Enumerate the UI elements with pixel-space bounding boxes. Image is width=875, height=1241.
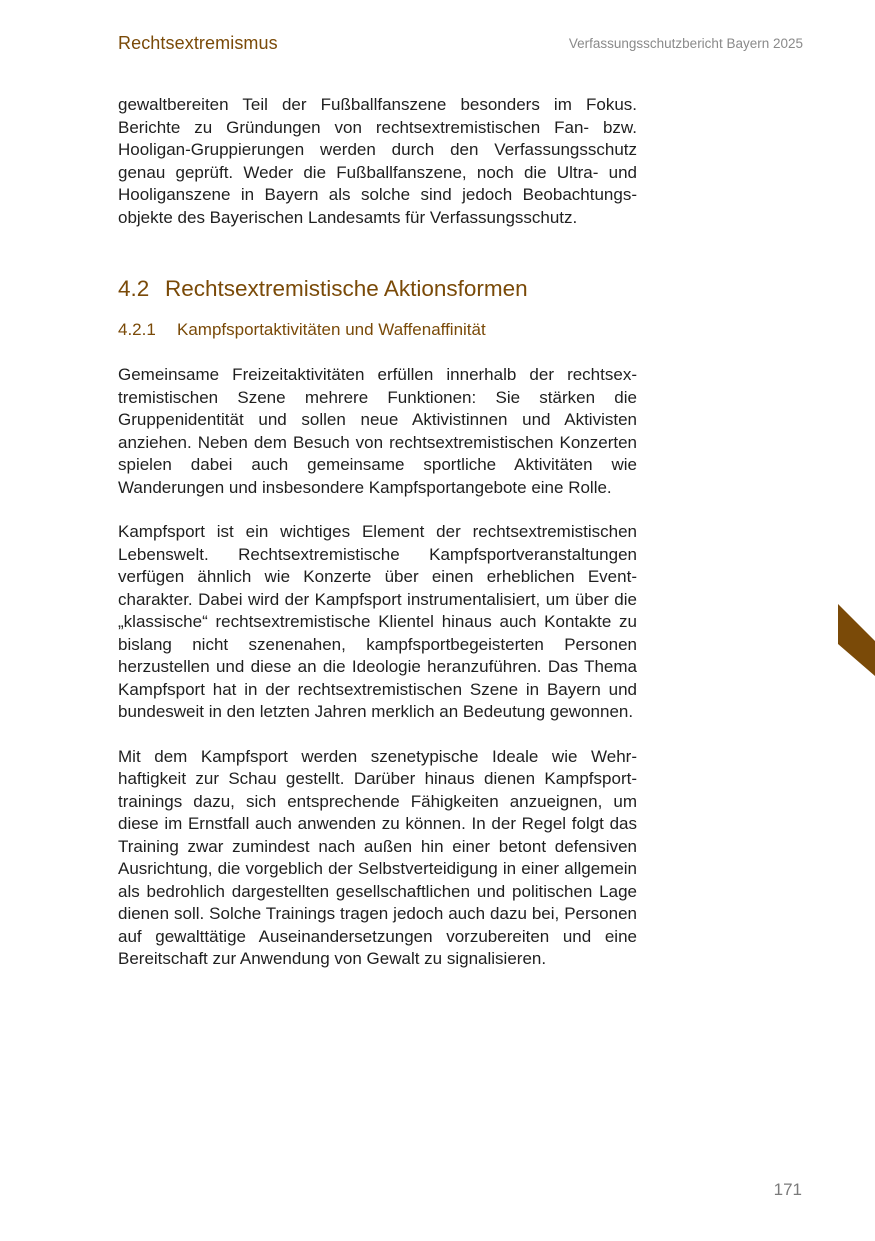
section-title: Rechtsextremismus	[118, 33, 278, 53]
thumb-tab-shape	[838, 604, 875, 676]
chapter-title: Rechtsextremistische Aktionsformen	[165, 276, 528, 301]
body-text	[118, 94, 637, 971]
paragraph-kampfsport: Kampfsport ist ein wichtiges Element der rechtsextremistischen Lebenswelt. Rechtsextremistische Kampfsportveranstaltungen verfügen ähnlich wie Konzerte über einen erheblichen Eventcharakter. Dabei wird der Kampfsport instrumentalisiert, um über die „klassische“ rechtsextremistische Klientel hinaus auch Kontakte zu bislang nicht szenenahen, kampfsportbegeisterten Personen herzustellen und diese an die Ideologie heranzuführen. Das Thema Kampfsport hat in der rechtsextremistischen Szene in Bayern und bundesweit in den letzten Jahren merklich an Bedeutung gewonnen.	[118, 522, 637, 721]
paragraph-freizeit: Gemeinsame Freizeitaktivitäten erfüllen innerhalb der rechtsextremistischen Szene mehrere Funktionen: Sie stärken die Gruppenidentität und sollen neue Aktivistinnen und Aktivisten anziehen. Neben dem Besuch von rechtsextremistischen Konzerten spielen dabei auch gemeinsame sportliche Aktivitäten wie Wanderungen und insbesondere Kampfsportangebote eine Rolle.	[118, 365, 637, 497]
subsection-heading	[118, 318, 637, 342]
chapter-number: 4.2	[118, 276, 150, 301]
report-title: Verfassungsschutzbericht Bayern 2025	[568, 36, 803, 51]
chapter-thumb-tab	[838, 604, 875, 676]
subsection-number: 4.2.1	[118, 320, 156, 339]
subsection-title: Kampfsportaktivitäten und Waffenaffinität	[177, 320, 486, 339]
running-header	[118, 33, 803, 59]
chapter-heading	[118, 274, 637, 304]
paragraph-continuation: gewaltbereiten Teil der Fußballfanszene besonders im Fokus. Berichte zu Gründungen von rechtsextremistischen Fan- bzw. Hooligan-Gruppierungen werden durch den Verfassungsschutz genau geprüft. Weder die Fußballfanszene, noch die Ultra- und Hooliganszene in Bayern als solche sind jedoch Beobachtungsobjekte des Bayerischen Landesamts für Verfassungsschutz.	[118, 95, 637, 227]
page-number: 171	[773, 1180, 802, 1199]
paragraph-ideale: Mit dem Kampfsport werden szenetypische Ideale wie Wehrhaftigkeit zur Schau gestellt. Darüber hinaus dienen Kampfsporttrainings dazu, sich entsprechende Fähigkeiten anzueignen, um diese im Ernstfall auch anwenden zu können. In der Regel folgt das Training zwar zumindest nach außen hin einer betont defensiven Ausrichtung, die vorgeblich der Selbstverteidigung in einer allgemein als bedrohlich dargestellten gesellschaftlichen und politischen Lage dienen soll. Solche Trainings tragen jedoch auch dazu bei, Personen auf gewalttätige Auseinandersetzungen vorzubereiten und eine Bereitschaft zur Anwendung von Gewalt zu signalisieren.	[118, 746, 637, 968]
